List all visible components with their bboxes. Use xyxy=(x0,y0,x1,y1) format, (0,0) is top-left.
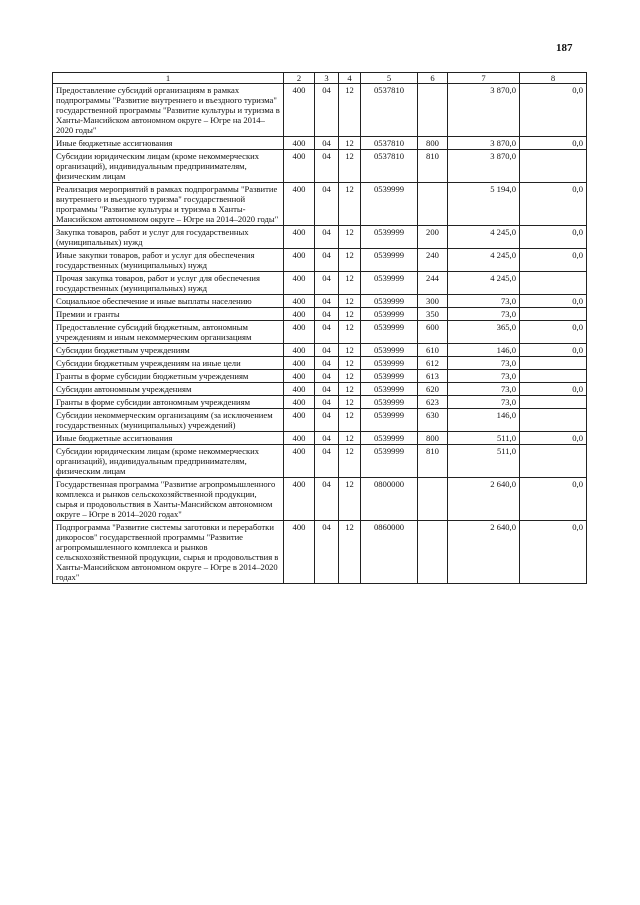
cell-amount-federal xyxy=(520,150,587,183)
cell-subsection: 12 xyxy=(339,445,361,478)
cell-amount: 73,0 xyxy=(448,383,520,396)
row-name: Социальное обеспечение и иные выплаты населению xyxy=(53,295,284,308)
cell-amount-federal xyxy=(520,370,587,383)
cell-section: 04 xyxy=(315,432,339,445)
cell-expense-type: 200 xyxy=(418,226,448,249)
cell-subsection: 12 xyxy=(339,249,361,272)
row-name: Иные закупки товаров, работ и услуг для обеспечения государственных (муниципальных) нужд xyxy=(53,249,284,272)
cell-target-code: 0539999 xyxy=(361,295,418,308)
cell-subsection: 12 xyxy=(339,357,361,370)
cell-expense-type: 630 xyxy=(418,409,448,432)
cell-amount-federal xyxy=(520,308,587,321)
row-name: Предоставление субсидий организациям в рамках подпрограммы "Развитие внутреннего и въездного туризма" государственной программы "Развитие культуры и туризма в Ханты-Мансийском автономном округе – Югре на 2014–2020 годы" xyxy=(53,84,284,137)
cell-section: 04 xyxy=(315,344,339,357)
cell-target-code: 0539999 xyxy=(361,344,418,357)
cell-section: 04 xyxy=(315,370,339,383)
cell-amount: 73,0 xyxy=(448,357,520,370)
cell-expense-type: 600 xyxy=(418,321,448,344)
page-number: 187 xyxy=(556,42,573,54)
row-name: Прочая закупка товаров, работ и услуг для обеспечения государственных (муниципальных) нужд xyxy=(53,272,284,295)
column-header: 5 xyxy=(361,73,418,84)
cell-target-code: 0800000 xyxy=(361,478,418,521)
cell-amount-federal xyxy=(520,445,587,478)
column-header: 7 xyxy=(448,73,520,84)
table-row xyxy=(53,370,587,383)
cell-section: 04 xyxy=(315,409,339,432)
column-header: 3 xyxy=(315,73,339,84)
cell-amount: 4 245,0 xyxy=(448,249,520,272)
column-header: 8 xyxy=(520,73,587,84)
cell-ministry-code: 400 xyxy=(284,295,315,308)
row-name: Субсидии бюджетным учреждениям на иные цели xyxy=(53,357,284,370)
cell-amount-federal: 0,0 xyxy=(520,383,587,396)
cell-amount-federal: 0,0 xyxy=(520,137,587,150)
cell-subsection: 12 xyxy=(339,84,361,137)
row-name: Иные бюджетные ассигнования xyxy=(53,137,284,150)
cell-amount: 73,0 xyxy=(448,295,520,308)
table-row xyxy=(53,445,587,478)
row-name: Субсидии бюджетным учреждениям xyxy=(53,344,284,357)
table-row xyxy=(53,396,587,409)
cell-amount-federal: 0,0 xyxy=(520,295,587,308)
budget-table xyxy=(52,72,587,584)
cell-subsection: 12 xyxy=(339,432,361,445)
cell-target-code: 0539999 xyxy=(361,183,418,226)
cell-subsection: 12 xyxy=(339,370,361,383)
table-row xyxy=(53,357,587,370)
cell-section: 04 xyxy=(315,321,339,344)
table-row xyxy=(53,344,587,357)
cell-expense-type: 300 xyxy=(418,295,448,308)
cell-section: 04 xyxy=(315,249,339,272)
cell-subsection: 12 xyxy=(339,478,361,521)
cell-ministry-code: 400 xyxy=(284,521,315,584)
cell-amount-federal: 0,0 xyxy=(520,226,587,249)
cell-expense-type: 240 xyxy=(418,249,448,272)
cell-target-code: 0539999 xyxy=(361,409,418,432)
cell-ministry-code: 400 xyxy=(284,370,315,383)
cell-amount: 73,0 xyxy=(448,396,520,409)
cell-amount: 4 245,0 xyxy=(448,226,520,249)
cell-amount: 3 870,0 xyxy=(448,137,520,150)
cell-expense-type: 810 xyxy=(418,445,448,478)
cell-amount-federal xyxy=(520,272,587,295)
cell-amount-federal: 0,0 xyxy=(520,321,587,344)
table-row xyxy=(53,521,587,584)
cell-amount-federal xyxy=(520,357,587,370)
cell-target-code: 0539999 xyxy=(361,383,418,396)
cell-amount-federal xyxy=(520,409,587,432)
cell-subsection: 12 xyxy=(339,321,361,344)
cell-section: 04 xyxy=(315,183,339,226)
cell-amount: 4 245,0 xyxy=(448,272,520,295)
table-body xyxy=(53,84,587,584)
cell-target-code: 0539999 xyxy=(361,357,418,370)
cell-amount-federal xyxy=(520,396,587,409)
cell-ministry-code: 400 xyxy=(284,84,315,137)
column-header: 1 xyxy=(53,73,284,84)
cell-subsection: 12 xyxy=(339,409,361,432)
cell-section: 04 xyxy=(315,226,339,249)
cell-target-code: 0539999 xyxy=(361,370,418,383)
cell-subsection: 12 xyxy=(339,396,361,409)
cell-ministry-code: 400 xyxy=(284,344,315,357)
cell-expense-type: 810 xyxy=(418,150,448,183)
cell-amount-federal: 0,0 xyxy=(520,344,587,357)
table-row xyxy=(53,321,587,344)
cell-section: 04 xyxy=(315,445,339,478)
table-row xyxy=(53,137,587,150)
cell-target-code: 0539999 xyxy=(361,432,418,445)
cell-target-code: 0539999 xyxy=(361,445,418,478)
cell-ministry-code: 400 xyxy=(284,308,315,321)
cell-amount: 365,0 xyxy=(448,321,520,344)
table-row xyxy=(53,432,587,445)
cell-expense-type: 350 xyxy=(418,308,448,321)
cell-expense-type: 623 xyxy=(418,396,448,409)
cell-section: 04 xyxy=(315,272,339,295)
cell-ministry-code: 400 xyxy=(284,272,315,295)
cell-expense-type: 613 xyxy=(418,370,448,383)
cell-subsection: 12 xyxy=(339,521,361,584)
cell-subsection: 12 xyxy=(339,272,361,295)
cell-subsection: 12 xyxy=(339,344,361,357)
table-row xyxy=(53,295,587,308)
cell-ministry-code: 400 xyxy=(284,357,315,370)
cell-amount: 2 640,0 xyxy=(448,478,520,521)
row-name: Иные бюджетные ассигнования xyxy=(53,432,284,445)
cell-amount: 73,0 xyxy=(448,308,520,321)
cell-expense-type: 800 xyxy=(418,137,448,150)
cell-amount: 5 194,0 xyxy=(448,183,520,226)
cell-ministry-code: 400 xyxy=(284,321,315,344)
cell-expense-type: 610 xyxy=(418,344,448,357)
cell-amount-federal: 0,0 xyxy=(520,183,587,226)
cell-amount-federal: 0,0 xyxy=(520,521,587,584)
cell-section: 04 xyxy=(315,383,339,396)
cell-ministry-code: 400 xyxy=(284,445,315,478)
table-row xyxy=(53,183,587,226)
cell-target-code: 0537810 xyxy=(361,137,418,150)
row-name: Субсидии автономным учреждениям xyxy=(53,383,284,396)
cell-amount: 73,0 xyxy=(448,370,520,383)
column-header: 4 xyxy=(339,73,361,84)
cell-amount: 511,0 xyxy=(448,432,520,445)
cell-target-code: 0539999 xyxy=(361,272,418,295)
cell-target-code: 0539999 xyxy=(361,226,418,249)
table-row xyxy=(53,409,587,432)
cell-section: 04 xyxy=(315,396,339,409)
table-row xyxy=(53,272,587,295)
table-row xyxy=(53,249,587,272)
row-name: Предоставление субсидий бюджетным, автономным учреждениям и иным некоммерческим организациям xyxy=(53,321,284,344)
cell-amount: 3 870,0 xyxy=(448,150,520,183)
cell-target-code: 0537810 xyxy=(361,84,418,137)
cell-subsection: 12 xyxy=(339,226,361,249)
table-row xyxy=(53,308,587,321)
cell-target-code: 0539999 xyxy=(361,249,418,272)
table-row xyxy=(53,84,587,137)
cell-ministry-code: 400 xyxy=(284,383,315,396)
cell-subsection: 12 xyxy=(339,383,361,396)
cell-section: 04 xyxy=(315,295,339,308)
cell-section: 04 xyxy=(315,150,339,183)
cell-target-code: 0539999 xyxy=(361,321,418,344)
cell-section: 04 xyxy=(315,478,339,521)
cell-ministry-code: 400 xyxy=(284,249,315,272)
table-row xyxy=(53,383,587,396)
cell-ministry-code: 400 xyxy=(284,409,315,432)
cell-amount: 146,0 xyxy=(448,344,520,357)
cell-target-code: 0539999 xyxy=(361,396,418,409)
cell-expense-type xyxy=(418,521,448,584)
row-name: Подпрограмма "Развитие системы заготовки и переработки дикоросов" государственной программы "Развитие агропромышленного комплекса и рынков сельскохозяйственной продукции, сырья и продовольствия в Ханты-Мансийском автономном округе – Югре в 2014–2020 годах" xyxy=(53,521,284,584)
table-header-row xyxy=(53,73,587,84)
cell-expense-type xyxy=(418,84,448,137)
cell-section: 04 xyxy=(315,521,339,584)
cell-expense-type xyxy=(418,183,448,226)
cell-section: 04 xyxy=(315,308,339,321)
cell-ministry-code: 400 xyxy=(284,183,315,226)
column-header: 6 xyxy=(418,73,448,84)
cell-subsection: 12 xyxy=(339,308,361,321)
table-row xyxy=(53,226,587,249)
cell-amount-federal: 0,0 xyxy=(520,249,587,272)
cell-expense-type: 244 xyxy=(418,272,448,295)
cell-ministry-code: 400 xyxy=(284,432,315,445)
cell-expense-type: 620 xyxy=(418,383,448,396)
row-name: Субсидии некоммерческим организациям (за исключением государственных (муниципальных) учреждений) xyxy=(53,409,284,432)
cell-subsection: 12 xyxy=(339,295,361,308)
cell-section: 04 xyxy=(315,137,339,150)
cell-amount-federal: 0,0 xyxy=(520,432,587,445)
cell-target-code: 0537810 xyxy=(361,150,418,183)
cell-expense-type: 612 xyxy=(418,357,448,370)
row-name: Гранты в форме субсидии бюджетным учреждениям xyxy=(53,370,284,383)
cell-section: 04 xyxy=(315,84,339,137)
cell-subsection: 12 xyxy=(339,137,361,150)
column-header: 2 xyxy=(284,73,315,84)
cell-subsection: 12 xyxy=(339,150,361,183)
cell-ministry-code: 400 xyxy=(284,150,315,183)
row-name: Реализация мероприятий в рамках подпрограммы "Развитие внутреннего и въездного туризма" государственной программы "Развитие культуры и туризма в Ханты-Мансийском автономном округе – Югре на 2014–2020 годы" xyxy=(53,183,284,226)
cell-target-code: 0539999 xyxy=(361,308,418,321)
row-name: Закупка товаров, работ и услуг для государственных (муниципальных) нужд xyxy=(53,226,284,249)
cell-ministry-code: 400 xyxy=(284,478,315,521)
cell-ministry-code: 400 xyxy=(284,137,315,150)
cell-subsection: 12 xyxy=(339,183,361,226)
cell-amount: 2 640,0 xyxy=(448,521,520,584)
cell-expense-type xyxy=(418,478,448,521)
table-row xyxy=(53,150,587,183)
cell-amount: 3 870,0 xyxy=(448,84,520,137)
row-name: Государственная программа "Развитие агропромышленного комплекса и рынков сельскохозяйственной продукции, сырья и продовольствия в Ханты-Мансийском автономном округе – Югре в 2014–2020 годах" xyxy=(53,478,284,521)
cell-section: 04 xyxy=(315,357,339,370)
cell-amount: 146,0 xyxy=(448,409,520,432)
cell-amount-federal: 0,0 xyxy=(520,478,587,521)
cell-ministry-code: 400 xyxy=(284,396,315,409)
cell-ministry-code: 400 xyxy=(284,226,315,249)
row-name: Субсидии юридическим лицам (кроме некоммерческих организаций), индивидуальным предпринимателям, физическим лицам xyxy=(53,445,284,478)
cell-amount-federal: 0,0 xyxy=(520,84,587,137)
cell-target-code: 0860000 xyxy=(361,521,418,584)
cell-expense-type: 800 xyxy=(418,432,448,445)
cell-amount: 511,0 xyxy=(448,445,520,478)
row-name: Премии и гранты xyxy=(53,308,284,321)
table-row xyxy=(53,478,587,521)
row-name: Гранты в форме субсидии автономным учреждениям xyxy=(53,396,284,409)
row-name: Субсидии юридическим лицам (кроме некоммерческих организаций), индивидуальным предпринимателям, физическим лицам xyxy=(53,150,284,183)
